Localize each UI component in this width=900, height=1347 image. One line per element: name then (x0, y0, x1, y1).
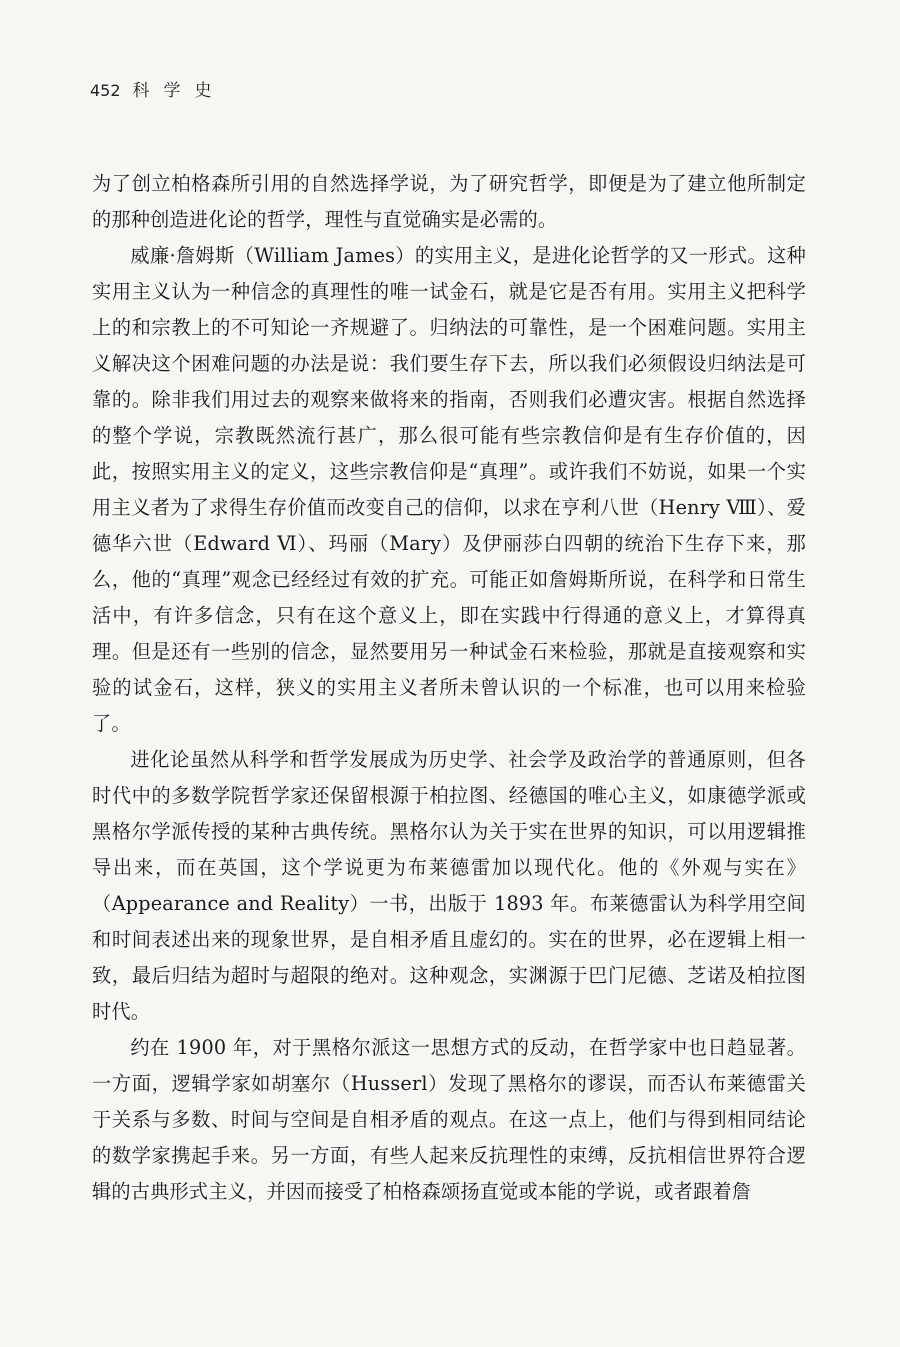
paragraph-idealism: 进化论虽然从科学和哲学发展成为历史学、社会学及政治学的普通原则，但各时代中的多数学院哲学家还保留根源于柏拉图、经德国的唯心主义，如康德学派或黑格尔学派传授的某种古典传统。黑格尔认为关于实在世界的知识，可以用逻辑推导出来，而在英国，这个学说更为布莱德雷加以现代化。他的《外观与实在》（Appearance and Reality）一书，出版于 1893 年。布莱德雷认为科学用空间和时间表述出来的现象世界，是自相矛盾且虚幻的。实在的世界，必在逻辑上相一致，最后归结为超时与超限的绝对。这种观念，实渊源于巴门尼德、芝诺及柏拉图时代。 (92, 748, 806, 1023)
paragraph-continuation: 为了创立柏格森所引用的自然选择学说，为了研究哲学，即便是为了建立他所制定的那种创造进化论的哲学，理性与直觉确实是必需的。 (92, 172, 806, 231)
book-title: 科学史 (132, 81, 226, 101)
page-body (92, 166, 806, 1210)
paragraph-pragmatism: 威廉·詹姆斯（William James）的实用主义，是进化论哲学的又一形式。这种实用主义认为一种信念的真理性的唯一试金石，就是它是否有用。实用主义把科学上的和宗教上的不可知论一齐规避了。归纳法的可靠性，是一个困难问题。实用主义解决这个困难问题的办法是说：我们要生存下去，所以我们必须假设归纳法是可靠的。除非我们用过去的观察来做将来的指南，否则我们必遭灾害。根据自然选择的整个学说，宗教既然流行甚广，那么很可能有些宗教信仰是有生存价值的，因此，按照实用主义的定义，这些宗教信仰是“真理”。或许我们不妨说，如果一个实用主义者为了求得生存价值而改变自己的信仰，以求在亨利八世（Henry Ⅷ）、爱德华六世（Edward Ⅵ）、玛丽（Mary）及伊丽莎白四朝的统治下生存下来，那么，他的“真理”观念已经经过有效的扩充。可能正如詹姆斯所说，在科学和日常生活中，有许多信念，只有在这个意义上，即在实践中行得通的意义上，才算得真理。但是还有一些别的信念，显然要用另一种试金石来检验，那就是直接观察和实验的试金石，这样，狭义的实用主义者所未曾认识的一个标准，也可以用来检验了。 (92, 244, 806, 735)
running-header (90, 76, 226, 101)
page-number: 452 (90, 81, 121, 100)
paragraph-reaction: 约在 1900 年，对于黑格尔派这一思想方式的反动，在哲学家中也日趋显著。一方面，逻辑学家如胡塞尔（Husserl）发现了黑格尔的谬误，而否认布莱德雷关于关系与多数、时间与空间是自相矛盾的观点。在这一点上，他们与得到相同结论的数学家携起手来。另一方面，有些人起来反抗理性的束缚，反抗相信世界符合逻辑的古典形式主义，并因而接受了柏格森颂扬直觉或本能的学说，或者跟着詹 (92, 1036, 806, 1203)
